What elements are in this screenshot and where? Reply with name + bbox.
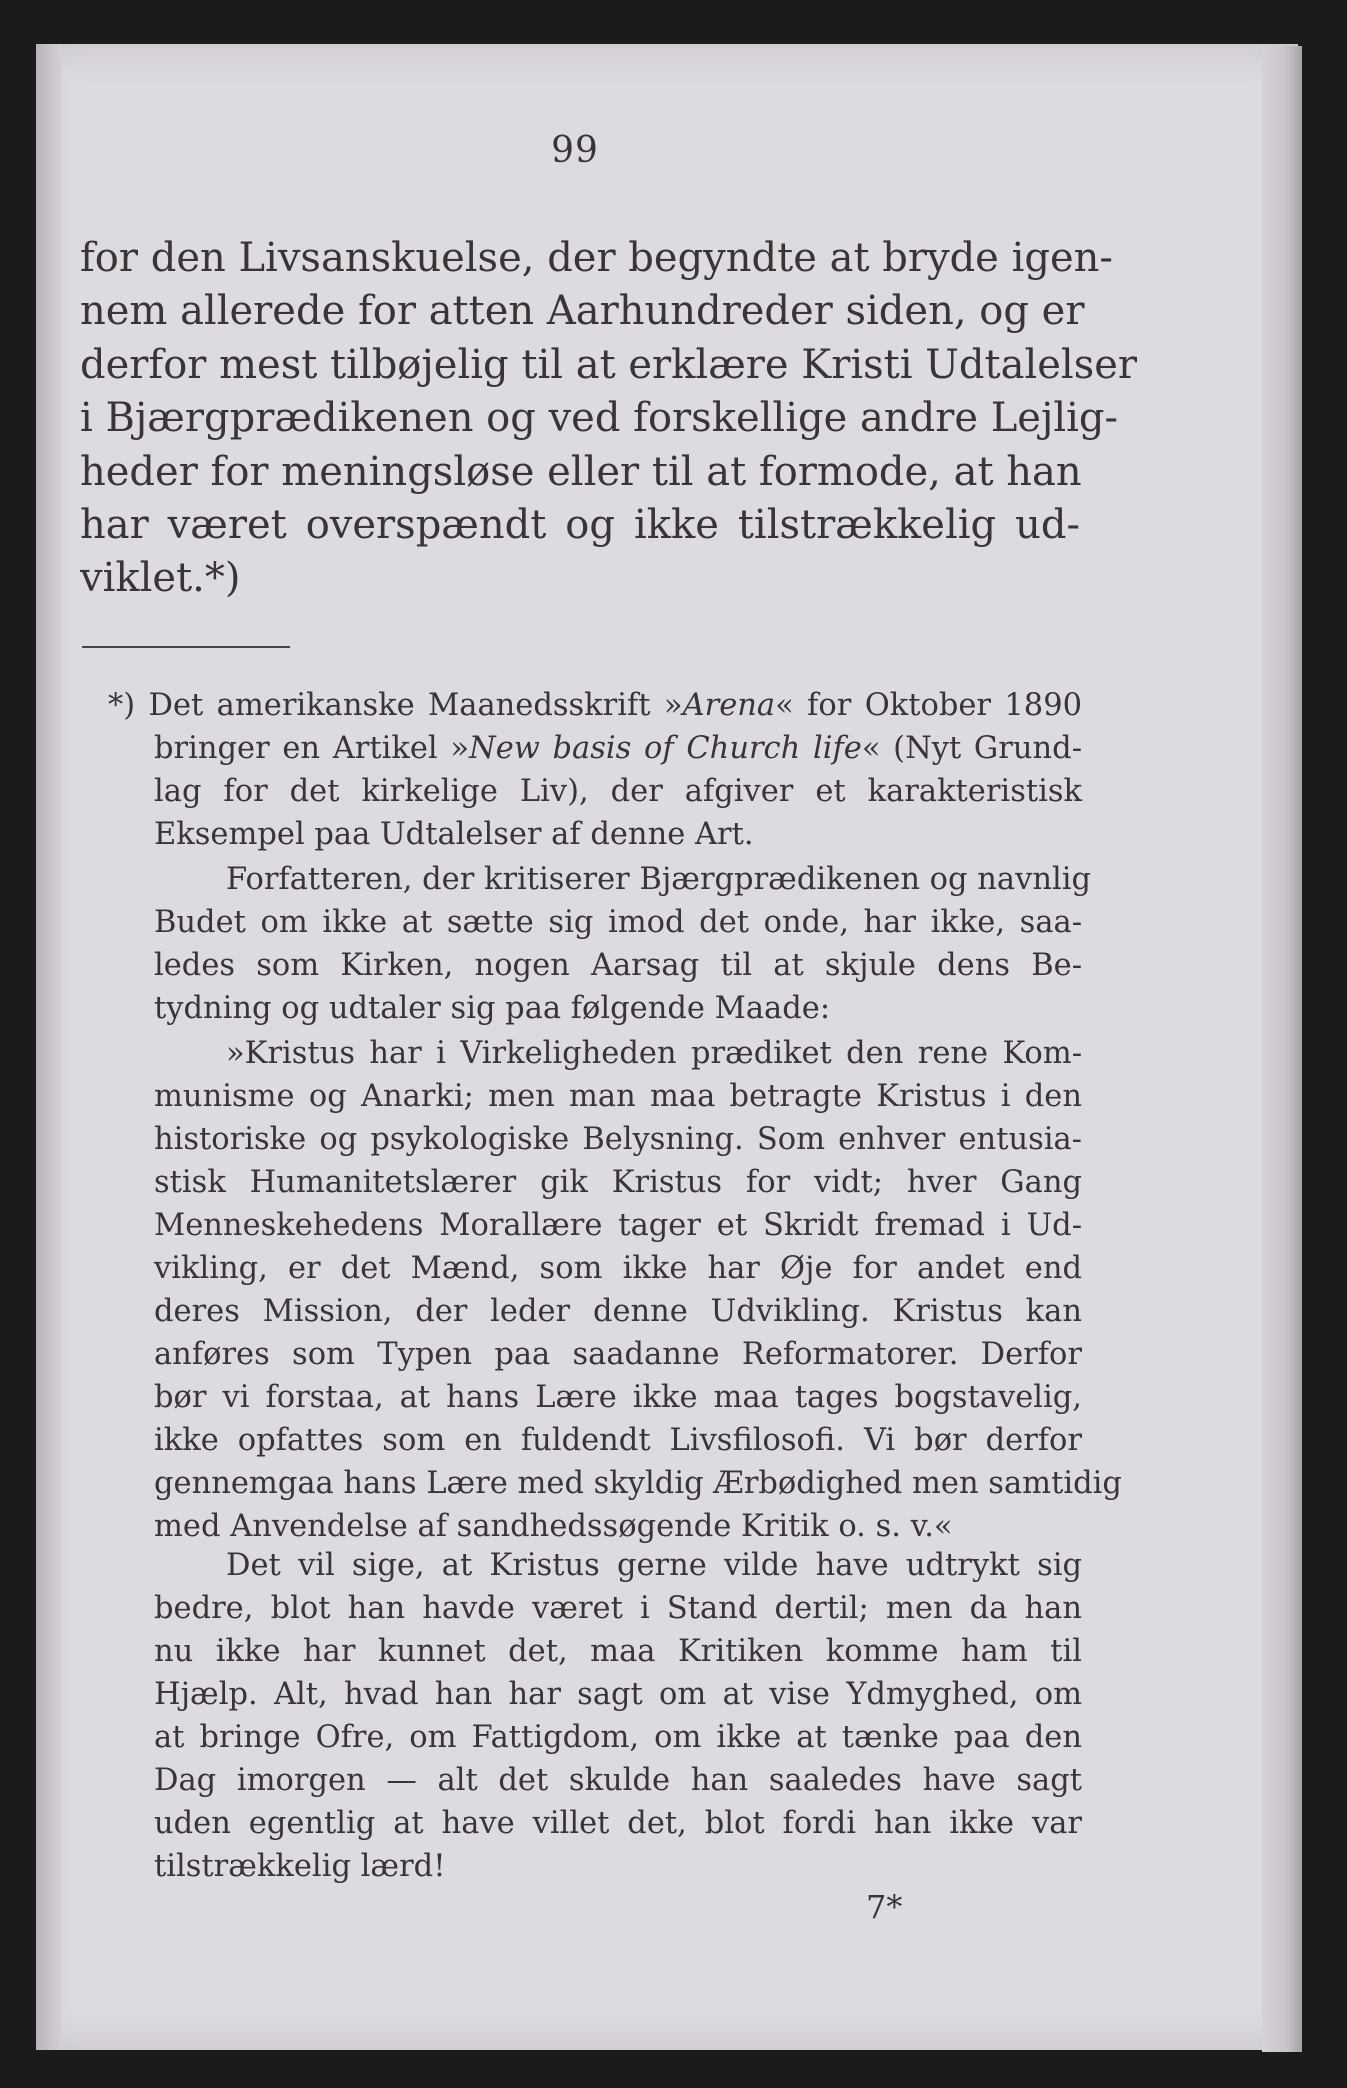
- footnote-line: Forfatteren, der kritiserer Bjærgprædikenen og navnlig: [226, 862, 1091, 897]
- footnote-quote-paragraph: [154, 1032, 1122, 1548]
- periodical-title: Arena: [682, 688, 776, 723]
- footnote-line: med Anvendelse af sandhedssøgende Kritik o. s. v.«: [154, 1509, 953, 1544]
- footnote-line: vikling, er det Mænd, som ikke har Øje for andet end: [154, 1251, 1082, 1286]
- footnote-line: anføres som Typen paa saadanne Reformatorer. Derfor: [154, 1337, 1082, 1372]
- footnote-line: Hjælp. Alt, hvad han har sagt om at vise Ydmyghed, om: [154, 1677, 1082, 1712]
- footnote-line: ledes som Kirken, nogen Aarsag til at skjule dens Be-: [154, 948, 1082, 983]
- footnote-line: lag for det kirkelige Liv), der afgiver et karakteristisk: [154, 774, 1082, 809]
- main-line: nem allerede for atten Aarhundreder siden, og er: [80, 288, 1085, 335]
- article-title: New basis of Church life: [469, 731, 862, 766]
- main-line: for den Livsanskuelse, der begyndte at bryde igen-: [80, 235, 1113, 281]
- footnote-line: deres Mission, der leder denne Udvikling. Kristus kan: [154, 1294, 1082, 1329]
- footnote-line: at bringe Ofre, om Fattigdom, om ikke at tænke paa den: [154, 1720, 1082, 1755]
- main-line: viklet.*): [80, 555, 241, 602]
- footnote-line: Menneskehedens Morallære tager et Skridt fremad i Ud-: [154, 1208, 1082, 1243]
- footnote-line: tilstrækkelig lærd!: [154, 1849, 446, 1884]
- main-paragraph: [80, 232, 1138, 606]
- footnote-line: uden egentlig at have villet det, blot fordi han ikke var: [154, 1806, 1082, 1841]
- footnote-line: historiske og psykologiske Belysning. Som enhver entusia-: [154, 1122, 1082, 1157]
- page-number: 99: [551, 130, 599, 171]
- footnote-line: Det vil sige, at Kristus gerne vilde have udtrykt sig: [226, 1548, 1082, 1583]
- footnote-paragraph-2: [154, 858, 1091, 1030]
- footnote-line: nu ikke har kunnet det, maa Kritiken komme ham til: [154, 1634, 1082, 1669]
- footnote-line: Budet om ikke at sætte sig imod det onde, har ikke, saa-: [154, 905, 1082, 940]
- main-line: derfor mest tilbøjelig til at erklære Kristi Udtalelser: [80, 341, 1138, 388]
- footnote-line: tydning og udtaler sig paa følgende Maade:: [154, 991, 831, 1026]
- footnote-paragraph-4: [154, 1544, 1082, 1888]
- footnote-line: bør vi forstaa, at hans Lære ikke maa tages bogstavelig,: [154, 1380, 1082, 1415]
- footnote-line: bedre, blot han havde været i Stand dertil; men da han: [154, 1591, 1082, 1626]
- footnote-line: stisk Humanitetslærer gik Kristus for vidt; hver Gang: [154, 1165, 1082, 1200]
- footnote-line: bringer en Artikel »New basis of Church life« (Nyt Grund-: [154, 731, 1082, 766]
- footnote-line: Dag imorgen — alt det skulde han saaledes have sagt: [154, 1763, 1082, 1798]
- page-gutter-shadow: [36, 44, 62, 2050]
- footnote-separator: [82, 646, 290, 648]
- footnote-line: *) Det amerikanske Maanedsskrift »Arena« for Oktober 1890: [108, 688, 1083, 723]
- page-edge: [1262, 46, 1302, 2052]
- main-line: heder for meningsløse eller til at formode, at han: [80, 448, 1082, 495]
- footnote-line: ikke opfattes som en fuldendt Livsfilosofi. Vi bør derfor: [154, 1423, 1082, 1458]
- footnote-line: munisme og Anarki; men man maa betragte Kristus i den: [154, 1079, 1082, 1114]
- footnote-paragraph-1: [108, 684, 1083, 856]
- main-line: i Bjærgprædikenen og ved forskellige andre Lejlig-: [80, 395, 1119, 442]
- main-line: har været overspændt og ikke tilstrækkelig ud-: [80, 502, 1080, 549]
- footnote-line: Eksempel paa Udtalelser af denne Art.: [154, 817, 754, 852]
- signature-mark: 7*: [866, 1888, 903, 1926]
- footnote-line: »Kristus har i Virkeligheden prædiket den rene Kom-: [226, 1036, 1082, 1071]
- footnote-line: gennemgaa hans Lære med skyldig Ærbødighed men samtidig: [154, 1466, 1122, 1501]
